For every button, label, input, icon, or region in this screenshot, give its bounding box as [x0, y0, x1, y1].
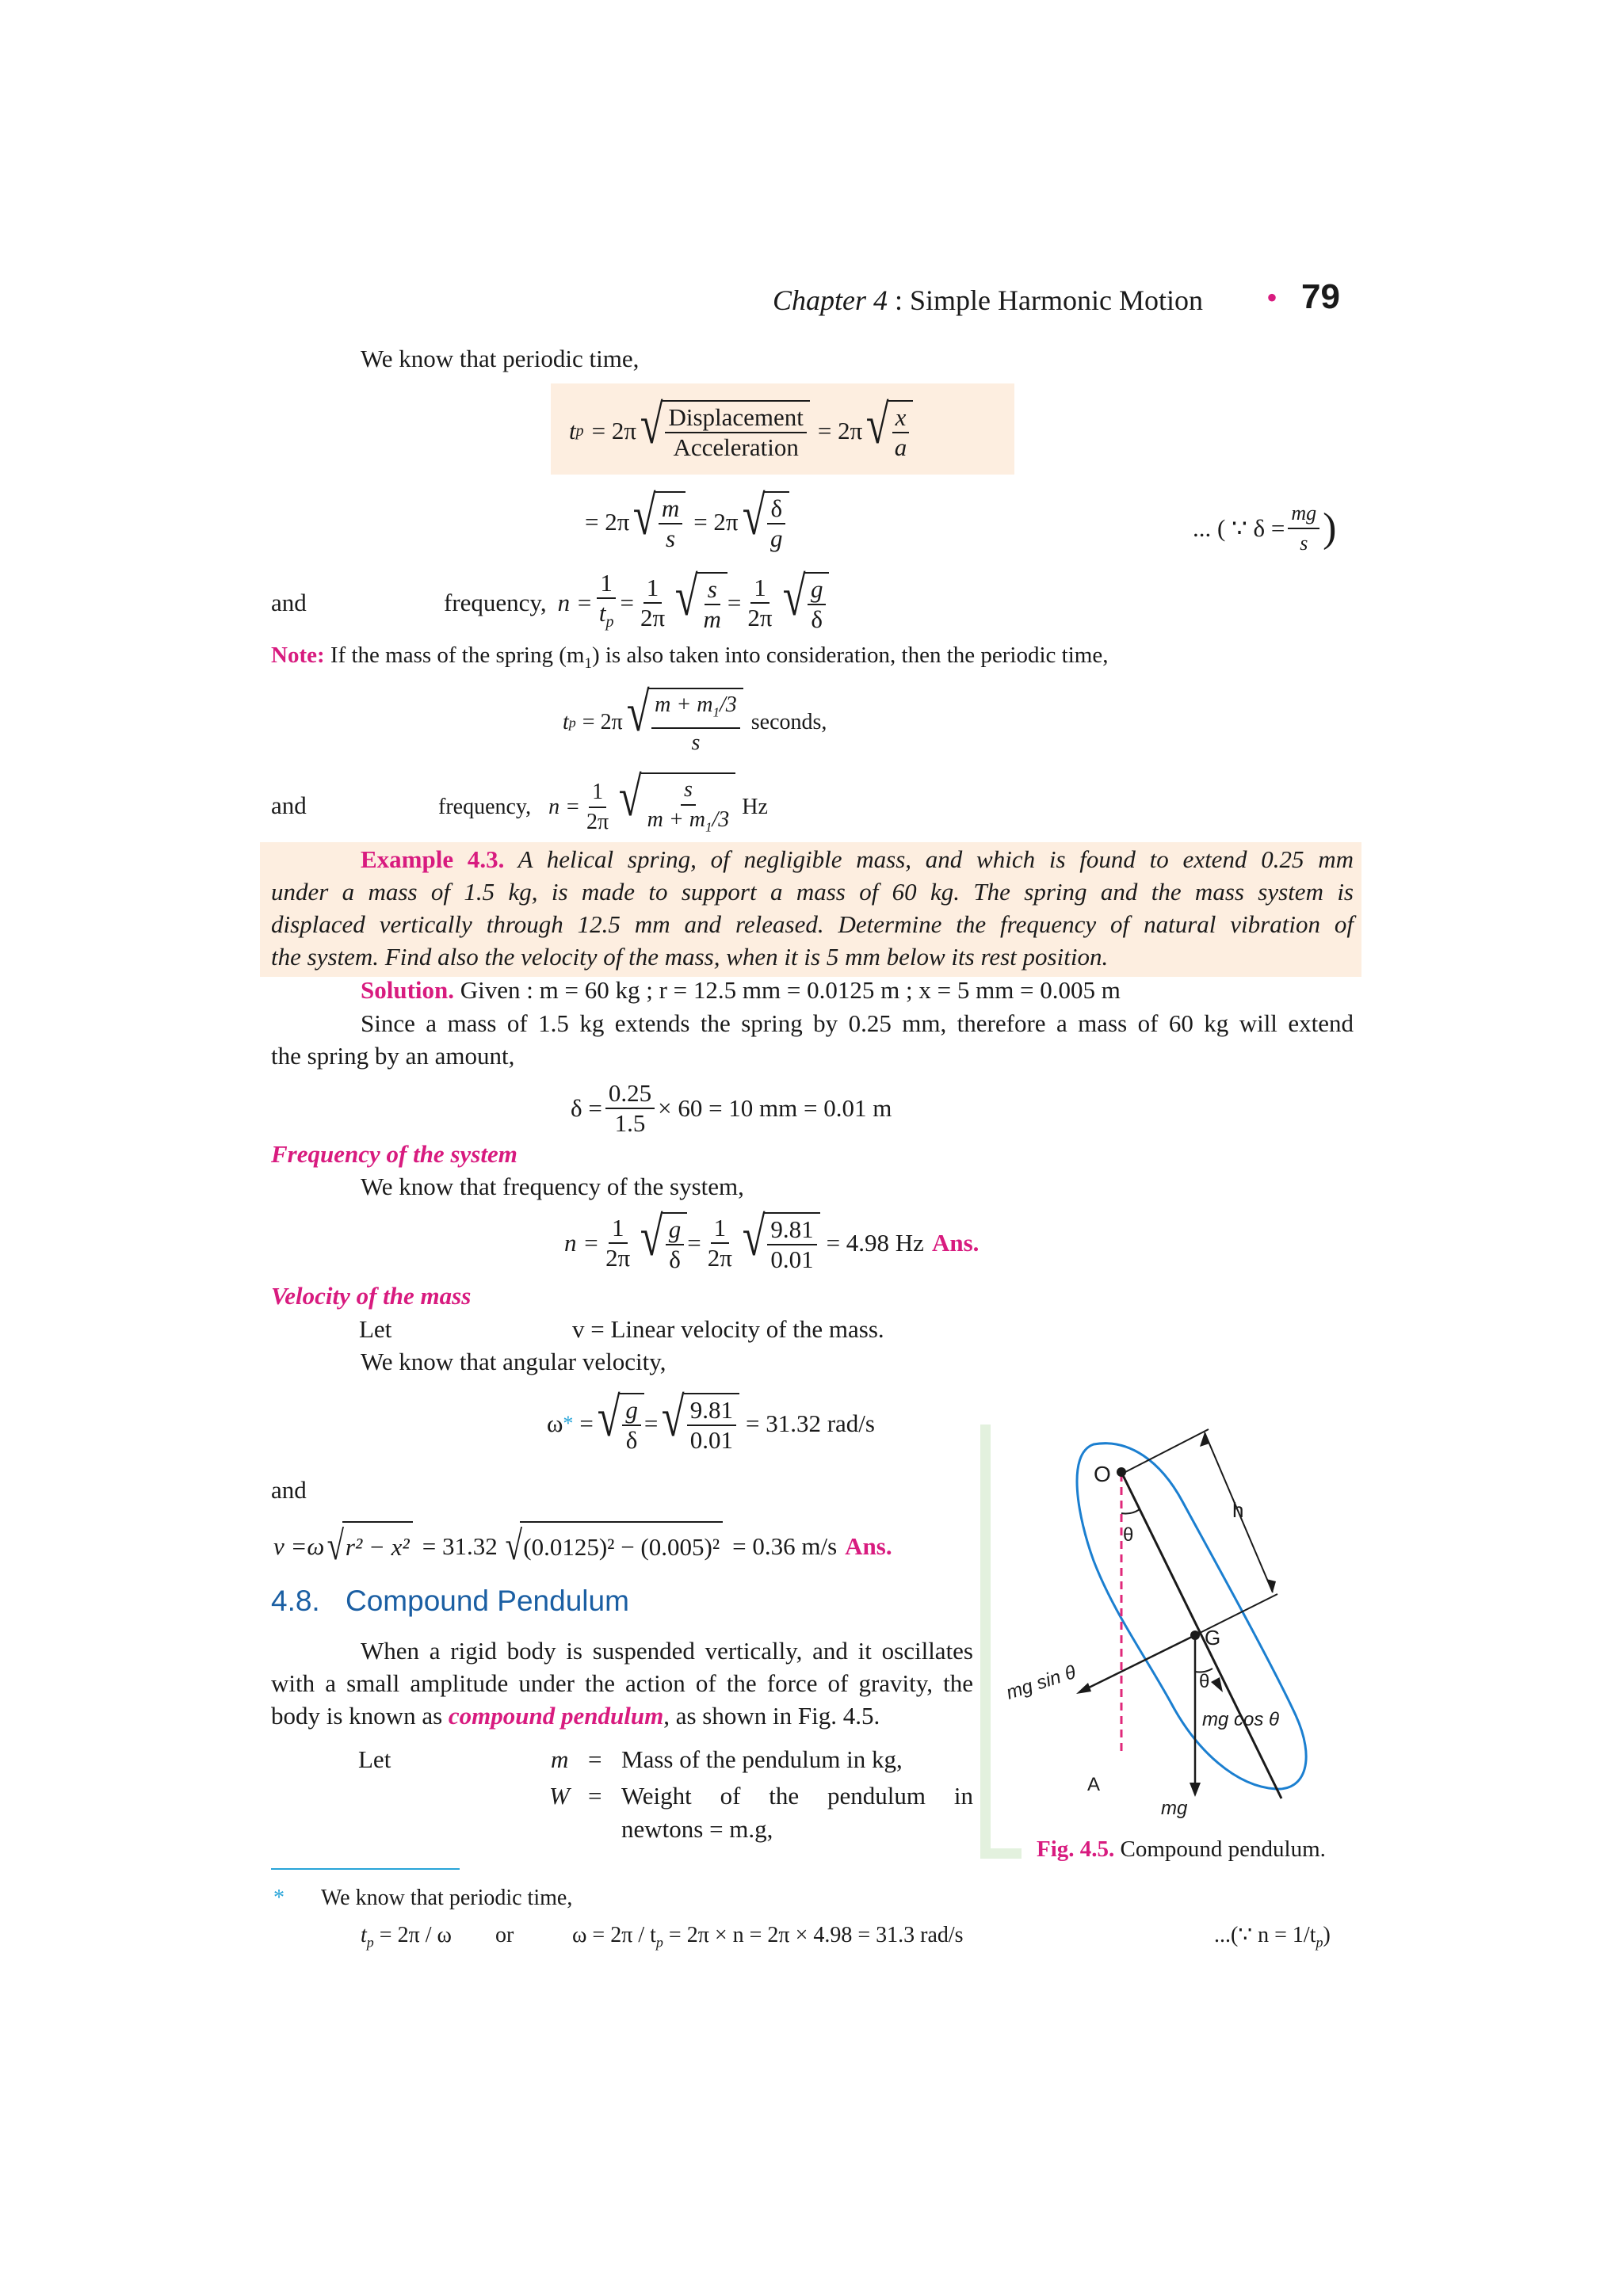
g-num-3: g: [622, 1396, 641, 1426]
fn-tp: t: [361, 1923, 367, 1947]
g-symbol: g: [770, 524, 783, 552]
section-p3-em: compound pendulum: [448, 1702, 664, 1730]
m-symbol: m: [659, 494, 682, 524]
eq-sign-3: =: [687, 1229, 701, 1257]
label-theta-1: θ: [1123, 1524, 1134, 1546]
figure-caption: [1037, 1833, 1326, 1866]
solution-since-1: Since a mass of 1.5 kg extends the spring by 0.25 mm, therefore a mass of 60 kg will extend: [361, 1009, 1354, 1037]
m-plus-2: m + m: [647, 807, 705, 832]
example-text: [271, 843, 1354, 973]
figure-bar-vertical: [980, 1425, 991, 1859]
freq-intro: We know that frequency of the system,: [361, 1173, 744, 1200]
v-definition: v = Linear velocity of the mass.: [572, 1315, 884, 1343]
solution-since-2: the spring by an amount,: [271, 1042, 515, 1070]
n-equals-3: n =: [564, 1229, 600, 1257]
because-note: [1193, 499, 1337, 558]
den-001: 0.01: [770, 1245, 814, 1273]
over-3-2: /3: [712, 807, 730, 832]
mg-sin-arrowhead: [1076, 1683, 1091, 1694]
let-label: Let: [359, 1315, 392, 1343]
footnote-star-marker: *: [273, 1886, 285, 1910]
eq-2pi-4: = 2π: [693, 508, 739, 536]
ans-label-2: Ans.: [845, 1532, 892, 1560]
mg-sin-vector-line: [1084, 1635, 1195, 1690]
s-symbol: s: [665, 524, 676, 552]
intro-text: We know that periodic time,: [361, 345, 640, 372]
one-num-3: 1: [750, 574, 769, 604]
s-num: s: [705, 575, 720, 605]
tp-symbol: t: [569, 417, 576, 444]
m-definition: Mass of the pendulum in kg,: [621, 1745, 903, 1773]
g-num-2: g: [666, 1215, 685, 1245]
frequency-word: frequency,: [444, 588, 547, 616]
and-label-1: and: [271, 589, 307, 616]
solution-paragraph: [271, 1007, 1354, 1072]
running-header: [773, 284, 1203, 317]
freq-result: = 4.98 Hz: [826, 1229, 924, 1257]
delta-den-2: δ: [669, 1245, 681, 1273]
figure-caption-label: Fig. 4.5.: [1037, 1836, 1115, 1862]
label-mg-cos: mg cos θ: [1202, 1709, 1280, 1730]
sqrt-g-delta: √ $\frac{g}{\delta}$: [779, 572, 830, 634]
sqrt-981-001: √ $\frac{9.81}{0.01}$: [739, 1212, 820, 1274]
page-number: 79: [1301, 277, 1340, 316]
fn-eq-1: = 2π / ω: [379, 1923, 452, 1947]
close-paren: ): [1323, 505, 1337, 551]
s-num-2: s: [681, 776, 696, 806]
section-p3b: , as shown in Fig. 4.5.: [663, 1702, 880, 1730]
let-label-2: Let: [358, 1745, 391, 1773]
footnote-rule: [271, 1868, 460, 1870]
omega-calc: [547, 1387, 875, 1455]
footnote-note: [1214, 1919, 1331, 1959]
ans-label-1: Ans.: [931, 1229, 980, 1257]
sqrt-spring-mass: √ $\frac{m + m_1/3}{s}$: [623, 688, 743, 757]
section-p2: with a small amplitude under the action of the force of gravity, the: [271, 1669, 973, 1697]
note-label: Note:: [271, 643, 325, 668]
over-3: /3: [719, 692, 737, 717]
label-g: G: [1205, 1626, 1221, 1650]
because-text: ... ( ∵ δ =: [1193, 514, 1285, 542]
twopi-den-5: 2π: [707, 1244, 732, 1272]
num-981: 9.81: [767, 1215, 816, 1245]
twopi-den-4: 2π: [605, 1244, 631, 1272]
vel-heading: Velocity of the mass: [271, 1282, 472, 1310]
note-text: If the mass of the spring (m: [330, 643, 585, 668]
num-025: 0.25: [605, 1079, 655, 1109]
figure-caption-text: Compound pendulum.: [1120, 1836, 1326, 1862]
section-p1: When a rigid body is suspended vertically, and it oscillates: [361, 1637, 973, 1665]
tp-sub-2: p: [568, 714, 576, 730]
example-line-3: displaced vertically through 12.5 mm and released. Determine the frequency of natural vibration of: [271, 910, 1354, 938]
footnote-line-2: [361, 1919, 452, 1959]
frequency-spring-mass: [438, 767, 768, 842]
footnote-or: or: [495, 1923, 514, 1947]
footnote-star: *: [563, 1412, 574, 1435]
sqrt-delta-g: √ $\frac{\delta}{g}$: [739, 491, 789, 553]
m-den: m: [703, 605, 721, 633]
s-den-2: s: [691, 730, 701, 755]
frequency-word-2: frequency,: [438, 794, 532, 819]
a-symbol: a: [894, 433, 907, 461]
displacement-label: Displacement: [665, 403, 806, 433]
solution-given: Given : m = 60 kg ; r = 12.5 mm = 0.0125 m ; x = 5 mm = 0.005 m: [460, 976, 1121, 1004]
delta-den: δ: [811, 605, 823, 633]
label-h: h: [1232, 1498, 1244, 1522]
one-num-6: 1: [711, 1214, 730, 1244]
label-mg-sin: mg sin θ: [1003, 1661, 1079, 1704]
mg-symbol: mg: [1288, 499, 1319, 529]
chapter-label: Chapter 4: [773, 284, 888, 316]
sqrt-981-001-2: √ $\frac{9.81}{0.01}$: [658, 1393, 739, 1455]
delta-lhs: δ =: [571, 1094, 602, 1122]
sqrt-x-a: √ $\frac{x}{a}$: [862, 400, 913, 462]
one-num-4: 1: [589, 778, 606, 808]
omega-intro: We know that angular velocity,: [361, 1348, 666, 1375]
velocity-calc: [273, 1521, 892, 1572]
omega-result: = 31.32 rad/s: [745, 1409, 875, 1437]
fn-because: ...(∵ n = 1/t: [1214, 1923, 1316, 1947]
section-title: Compound Pendulum: [346, 1585, 629, 1617]
chapter-title: : Simple Harmonic Motion: [895, 284, 1203, 316]
pendulum-axis-line: [1121, 1472, 1281, 1798]
sqrt-r2-x2: √ r² − x²: [324, 1521, 412, 1572]
mg-cos-arrowhead: [1211, 1677, 1223, 1692]
eq-sign-5: =: [643, 1409, 659, 1437]
den-15: 1.5: [614, 1109, 646, 1137]
fn-eq-2-sub: p: [655, 1934, 663, 1951]
eq-sign-4: =: [579, 1409, 594, 1437]
m-var: m: [551, 1745, 569, 1773]
note-sub: 1: [584, 654, 592, 672]
fn-tp-sub: p: [366, 1934, 374, 1951]
figure-bar-horizontal: [980, 1848, 1022, 1859]
seconds-word: seconds,: [750, 709, 827, 734]
footnote-line-2b: [572, 1919, 964, 1959]
frequency-formula: [444, 566, 829, 636]
omega-symbol: ω: [547, 1409, 563, 1437]
twopi-den-3: 2π: [586, 809, 609, 834]
w-var: W: [549, 1782, 570, 1810]
g-num: g: [808, 575, 827, 605]
eq-2pi: = 2π: [591, 417, 637, 444]
r2-x2: r² − x²: [342, 1521, 413, 1572]
eq-2pi-3: = 2π: [585, 508, 630, 536]
solution-line: [361, 974, 1121, 1007]
tp-sub: p: [575, 422, 584, 440]
footnote-line-1: We know that periodic time,: [321, 1886, 573, 1910]
den-001-2: 0.01: [689, 1426, 733, 1454]
label-a: A: [1087, 1774, 1101, 1795]
s-symbol-2: s: [1300, 532, 1308, 555]
example-line-4: the system. Find also the velocity of the mass, when it is 5 mm below its rest position.: [271, 943, 1109, 971]
n-equals-2: n =: [548, 794, 581, 819]
note-text-2: ) is also taken into consideration, then the periodic time,: [591, 643, 1109, 668]
m-plus: m + m: [655, 692, 713, 717]
label-mg: mg: [1161, 1798, 1188, 1819]
header-bullet: •: [1266, 280, 1278, 315]
tp-formula-line2: [585, 486, 789, 553]
sqrt-s-m: √ $\frac{s}{m}$: [671, 572, 727, 634]
w-eq: =: [588, 1782, 602, 1810]
m1-sub: 1: [712, 704, 720, 720]
delta-den-3: δ: [625, 1426, 638, 1454]
eq-2pi-2: = 2π: [817, 417, 863, 444]
one-num-2: 1: [643, 574, 663, 604]
x-symbol: x: [892, 403, 910, 433]
m1-sub-2: 1: [705, 819, 712, 835]
n-equals: n =: [557, 588, 593, 616]
delta-calc: [571, 1079, 892, 1138]
sqrt-g-delta-3: √ $\frac{g}{\delta}$: [594, 1393, 644, 1455]
p-sub: p: [605, 613, 614, 631]
compound-pendulum-figure: [975, 1418, 1355, 1862]
sqrt-numeric: √ (0.0125)² − (0.005)²: [502, 1521, 723, 1572]
freq-heading: Frequency of the system: [271, 1140, 517, 1168]
m-eq: =: [588, 1745, 602, 1773]
delta-symbol: δ: [767, 494, 785, 524]
section-heading: [271, 1585, 629, 1618]
freq-calc: [564, 1207, 980, 1274]
and-label-3: and: [271, 1476, 307, 1504]
sqrt-g-delta-2: √ $\frac{g}{\delta}$: [636, 1212, 687, 1274]
one-num-5: 1: [609, 1214, 628, 1244]
fn-eq-3: = 2π × n = 2π × 4.98 = 31.3 rad/s: [668, 1923, 964, 1947]
and-label-2: and: [271, 791, 307, 819]
fn-because-sub: p: [1316, 1934, 1323, 1951]
num-981-2: 9.81: [687, 1396, 736, 1426]
dim-line-top: [1125, 1429, 1209, 1472]
sqrt-m-s: √ $\frac{m}{s}$: [629, 491, 685, 553]
section-number: 4.8.: [271, 1585, 320, 1617]
pivot-point-o: [1117, 1467, 1126, 1477]
tp-formula: [569, 395, 913, 462]
example-line-1: A helical spring, of negligible mass, and which is found to extend 0.25 mm: [517, 845, 1354, 873]
eq-2pi-5: = 2π: [582, 709, 623, 734]
v-lhs: v =ω: [273, 1532, 325, 1560]
twopi-den: 2π: [640, 603, 666, 631]
section-p3a: body is known as: [271, 1702, 443, 1730]
hz-unit: Hz: [742, 794, 768, 819]
eq-sign: =: [620, 588, 634, 616]
note-line: [271, 639, 1108, 681]
mg-arrowhead: [1190, 1783, 1201, 1797]
acceleration-label: Acceleration: [673, 433, 799, 461]
sqrt-s-over-mass: √ $\frac{s}{m + m_1/3}$: [615, 772, 735, 842]
tp-with-spring-mass: [563, 682, 827, 757]
solution-label: Solution.: [361, 976, 455, 1004]
sqrt-disp-accel: √ $\frac{\text{Displacement}}{\text{Acceleration}}$: [636, 400, 810, 462]
fn-close: ): [1323, 1923, 1331, 1947]
tp-symbol-2: t: [563, 709, 569, 734]
tp-den: t: [598, 599, 606, 627]
fn-eq-2: ω = 2π / t: [572, 1923, 656, 1947]
w-definition-2: newtons = m.g,: [621, 1815, 773, 1843]
label-o: O: [1094, 1462, 1111, 1486]
example-line-2: under a mass of 1.5 kg, is made to support a mass of 60 kg. The spring and the mass system is: [271, 878, 1354, 906]
label-theta-2: θ: [1199, 1671, 1210, 1692]
v-radicand: (0.0125)² − (0.005)²: [520, 1521, 723, 1572]
v-mid: = 31.32: [422, 1532, 498, 1560]
example-label: Example 4.3.: [361, 845, 505, 873]
section-paragraph: [271, 1634, 973, 1732]
eq-sign-2: =: [727, 588, 742, 616]
v-result: = 0.36 m/s: [732, 1532, 838, 1560]
theta-arc-1: [1121, 1509, 1140, 1513]
w-definition: Weight of the pendulum in: [621, 1782, 973, 1810]
twopi-den-2: 2π: [747, 603, 773, 631]
one-num: 1: [597, 569, 616, 599]
delta-rhs: × 60 = 10 mm = 0.01 m: [658, 1094, 892, 1122]
